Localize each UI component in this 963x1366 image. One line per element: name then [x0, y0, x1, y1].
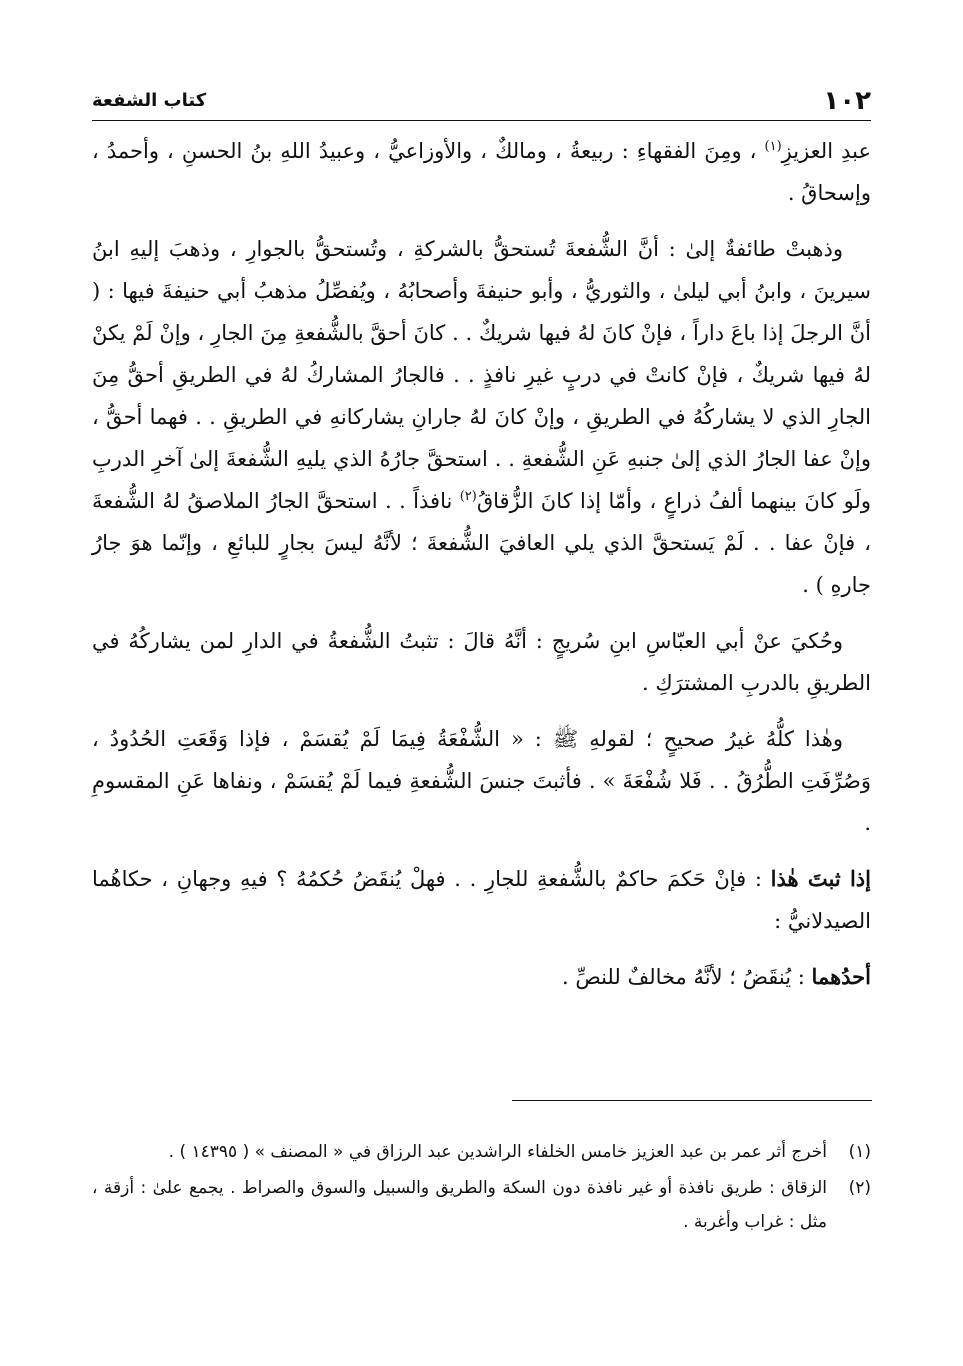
- page-number: ١٠٢: [823, 86, 871, 116]
- page-header: [92, 84, 871, 121]
- footnote-ref-2[interactable]: (٢): [459, 489, 477, 504]
- footnote-number: (١): [848, 1142, 871, 1162]
- paragraph-2-start: وذهبتْ طائفةٌ إلىٰ : أنَّ الشُّفعةَ تُستحقُّ بالشركةِ ، وتُستحقُّ بالجوارِ ، وذهبَ إليهِ ابنُ سيرينَ ، وابنُ أبي ليلىٰ ، والثوريُّ ، وأبو حنيفةَ وأصحابُهُ ، ويُفصِّلُ مذهبُ أبي حنيفةَ فيها : ( أنَّ الرجلَ إذا باعَ داراً ، فإنْ كانَ لهُ فيها شريكٌ . . كانَ أحقَّ بالشُّفعةِ مِنَ الجارِ ، وإنْ لَمْ يكنْ لهُ فيها شريكٌ ، فإنْ كانتْ في دربٍ غيرِ نافذٍ . . فالجارُ المشاركُ لهُ في الطريقِ أحقُّ مِنَ الجارِ الذي لا يشاركُهُ في الطريقِ ، وإنْ كانَ لهُ جارانِ يشاركانهِ في الطريقِ . . فهما أحقُّ ، وإنْ عفا الجارُ الذي إلىٰ جنبهِ عَنِ الشُّفعةِ . . استحقَّ جارُهُ الذي يليهِ الشُّفعةَ إلىٰ آخرِ الدربِ ولَو كانَ بينهما ألفُ ذراعٍ ، وأمّا إذا كانَ الزُّقاقُ: [92, 237, 871, 513]
- paragraph-2-end: نافذاً . . استحقَّ الجارُ الملاصقُ لهُ الشُّفعةَ ، فإنْ عفا . . لَمْ يَستحقَّ الذي يلي العافيَ الشُّفعةَ ؛ لأنَّهُ ليسَ بجارٍ للبائعِ ، وإنّما هوَ جارُ جارهِ ) .: [92, 489, 871, 597]
- paragraph-1: [92, 130, 871, 214]
- paragraph-6-rest: : يُنقَضُ ؛ لأنَّهُ مخالفٌ للنصِّ .: [562, 965, 812, 989]
- footnote-2: [92, 1171, 871, 1239]
- paragraph-3: وحُكيَ عنْ أبي العبّاسِ ابنِ سُريجٍ : أنَّهُ قالَ : تثبتُ الشُّفعةُ في الدارِ لمن يشاركُهُ في الطريقِ بالدربِ المشترَكِ .: [92, 629, 871, 695]
- paragraph-5-rest: : فإنْ حَكمَ حاكمٌ بالشُّفعةِ للجارِ . . فهلْ يُنقَضُ حُكمُهُ ؟ فيهِ وجهانِ ، حكاهُما الصيدلانيُّ :: [92, 867, 871, 933]
- footnote-separator: [512, 1100, 872, 1101]
- paragraph-1-start: عبدِ العزيزِ: [781, 139, 871, 163]
- footnote-number: (٢): [848, 1178, 871, 1198]
- paragraph-6: [92, 956, 871, 998]
- footnote-text: الزقاق : طريق نافذة أو غير نافذة دون السكة والطريق والسبيل والسوق والصراط . يجمع علىٰ : أزقة ، مثل : غراب وأغربة .: [92, 1178, 827, 1232]
- paragraph-5: [92, 858, 871, 942]
- footnote-1: [92, 1135, 871, 1169]
- running-title: كتاب الشفعة: [92, 90, 207, 111]
- footnote-ref-1[interactable]: (١): [764, 139, 782, 154]
- main-text: [92, 130, 871, 1012]
- paragraph-2: [92, 228, 871, 606]
- paragraph-4: وهٰذا كلُّهُ غيرُ صحيحٍ ؛ لقولهِ ﷺ : « الشُّفْعَةُ فِيمَا لَمْ يُقسَمْ ، فإذا وَقَعَتِ الحُدُودُ ، وَصُرِّفَتِ الطُّرُقُ . . فَلا شُفْعَةَ » . فأثبتَ جنسَ الشُّفعةِ فيما لَمْ يُقسَمْ ، ونفاها عَنِ المقسومِ .: [92, 727, 871, 835]
- footnotes: [92, 1135, 871, 1241]
- paragraph-5-lead: إذا ثبتَ هٰذا: [770, 866, 871, 891]
- footnote-text: أخرج أثر عمر بن عبد العزيز خامس الخلفاء الراشدين عبد الرزاق في « المصنف » ( ١٤٣٩٥ ) .: [168, 1142, 827, 1162]
- paragraph-1-end: ، ومِنَ الفقهاءِ : ربيعةُ ، ومالكٌ ، والأوزاعيُّ ، وعبيدُ اللهِ بنُ الحسنِ ، وأحمدُ ، وإسحاقُ .: [92, 139, 871, 205]
- paragraph-6-lead: أحدُهما: [811, 964, 871, 989]
